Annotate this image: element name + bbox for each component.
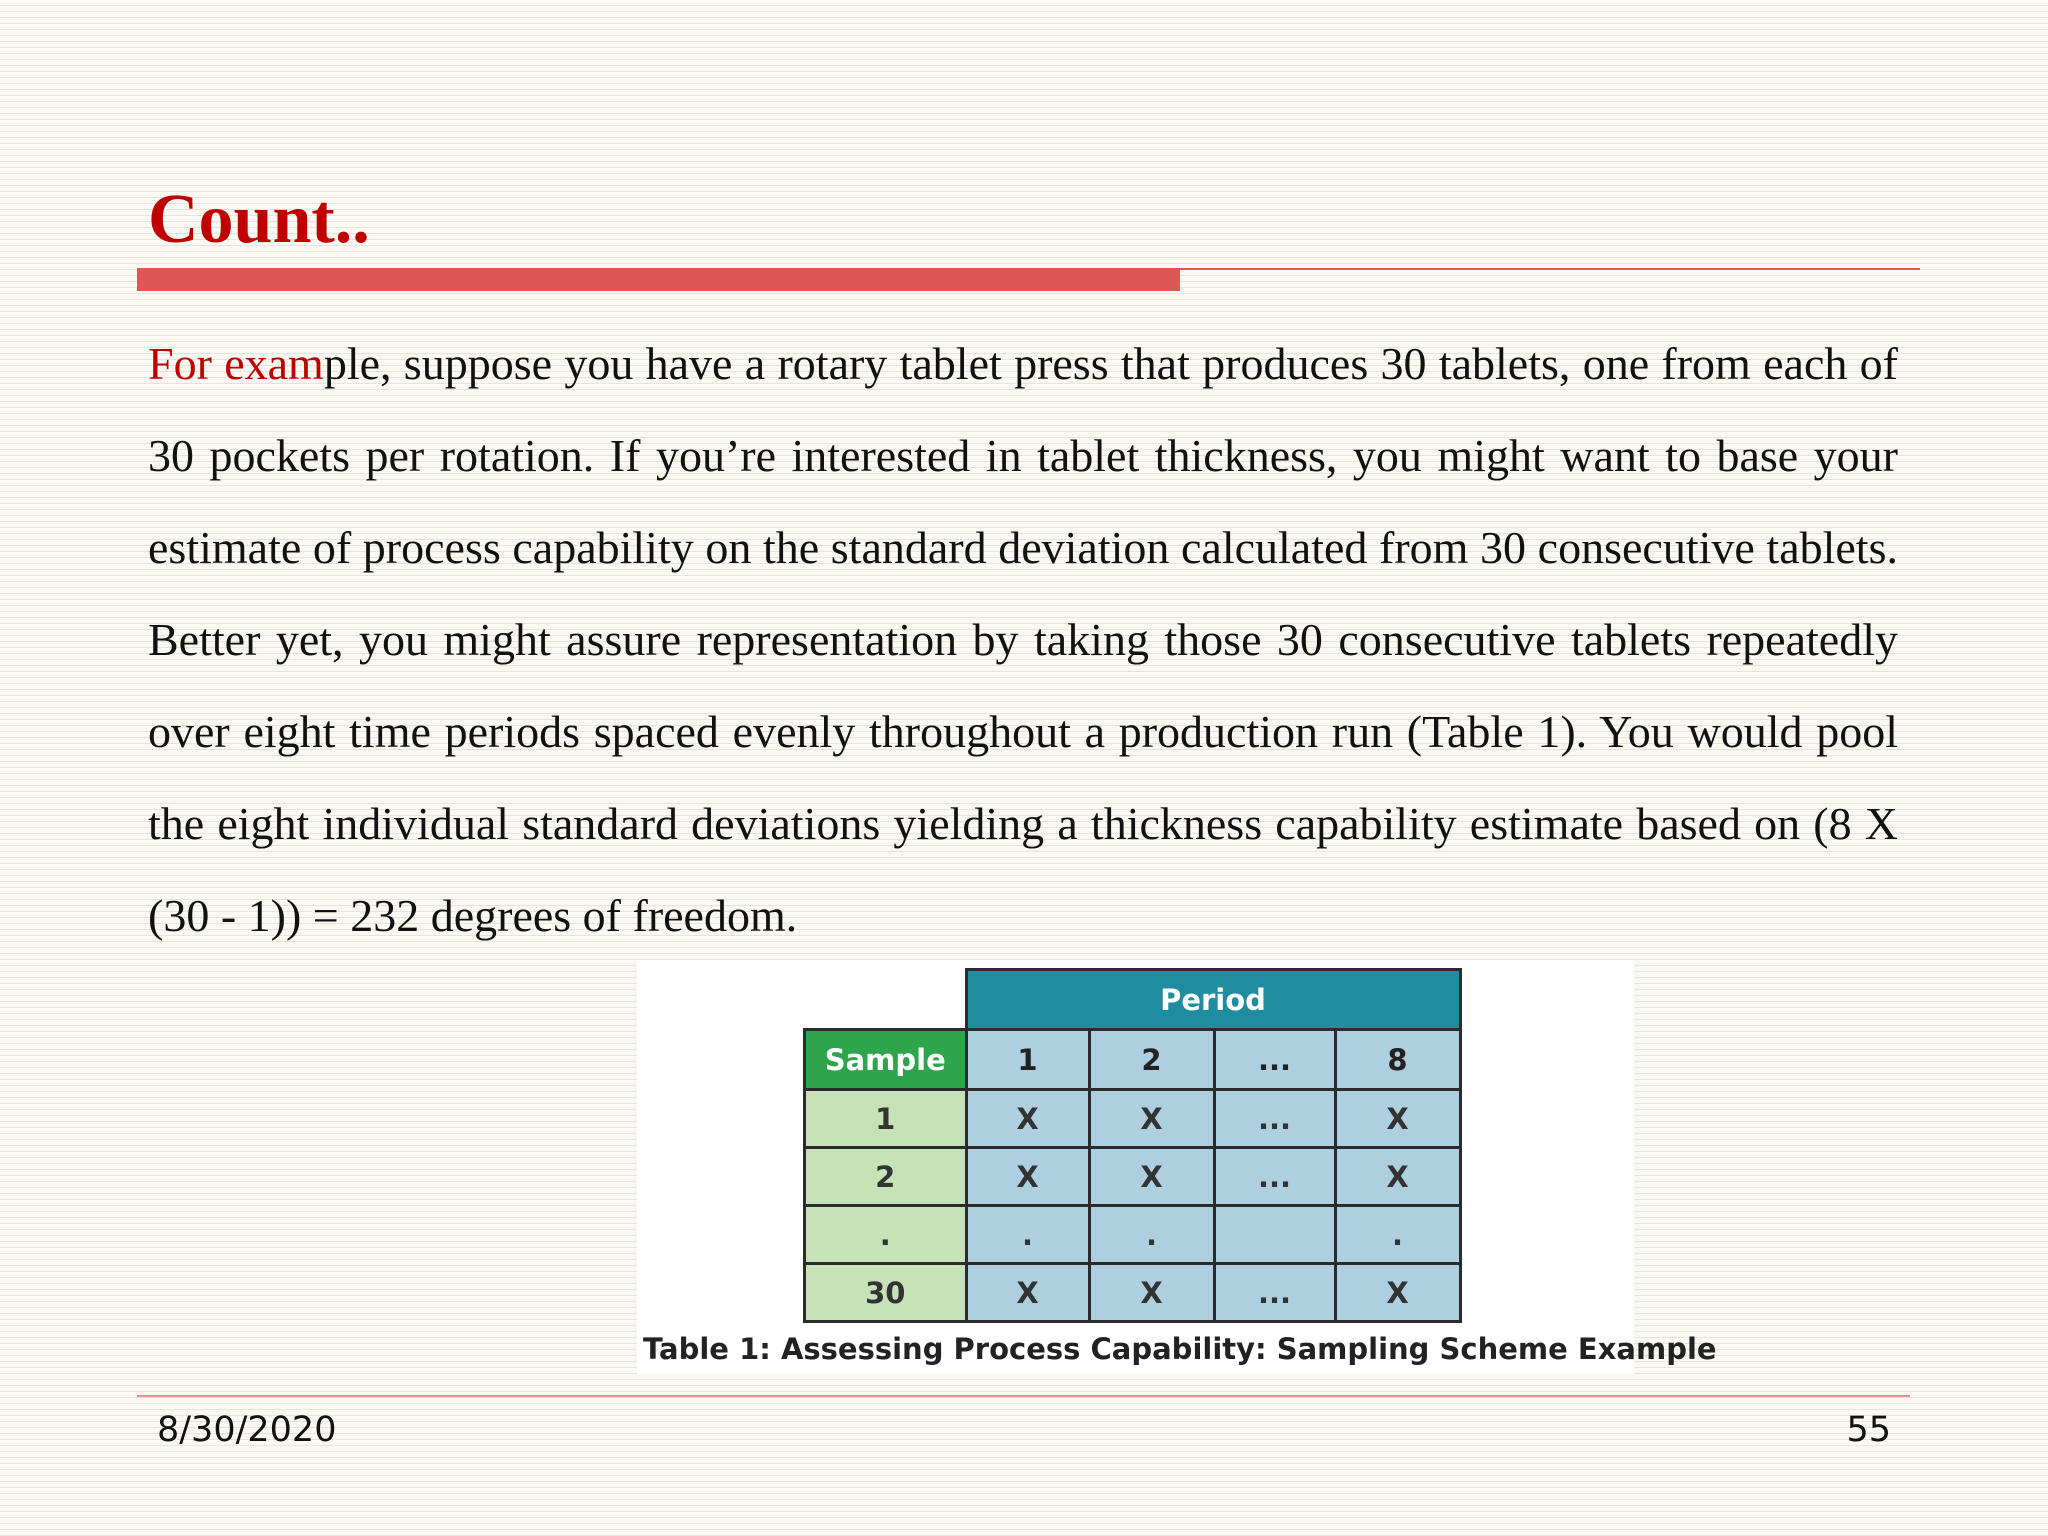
body-paragraph bbox=[148, 318, 1898, 962]
body-text: ple, suppose you have a rotary tablet press that produces 30 tablets, one from each of 30 pockets per rotation. If you’re interested in tablet thickness, you might want to base your estimate of process capability on the standard deviation calculated from 30 consecutive tablets. Better yet, you might assure representation by taking those 30 consecutive tablets repeatedly over eight time periods spaced evenly throughout a production run (Table 1). You would pool the eight individual standard deviations yielding a thickness capability estimate based on (8 X (30 - 1)) = 232 degrees of freedom. bbox=[148, 338, 1898, 941]
period-column-header: 8 bbox=[1335, 1030, 1460, 1090]
table-data-cell: ... bbox=[1214, 1264, 1335, 1322]
sample-number-cell: 2 bbox=[805, 1148, 967, 1206]
table-caption: Table 1: Assessing Process Capability: Sampling Scheme Example bbox=[643, 1332, 1717, 1366]
slide-title: Count.. bbox=[148, 181, 370, 258]
sample-number-cell: . bbox=[805, 1206, 967, 1264]
table-data-cell: X bbox=[1335, 1264, 1460, 1322]
sampling-scheme-table bbox=[803, 968, 1462, 1323]
table-data-cell: X bbox=[1089, 1264, 1214, 1322]
table-data-cell: X bbox=[1089, 1090, 1214, 1148]
table-data-cell: X bbox=[1335, 1090, 1460, 1148]
table-corner bbox=[805, 970, 967, 1030]
table-data-cell: X bbox=[1089, 1148, 1214, 1206]
footer-rule bbox=[137, 1395, 1910, 1397]
title-underline-bar bbox=[137, 268, 1180, 291]
body-lead-text: For exam bbox=[148, 338, 324, 389]
table-data-cell: ... bbox=[1214, 1148, 1335, 1206]
period-column-header: 2 bbox=[1089, 1030, 1214, 1090]
table-data-cell: . bbox=[1089, 1206, 1214, 1264]
table-figure bbox=[637, 960, 1717, 1374]
table-data-cell bbox=[1214, 1206, 1335, 1264]
footer-date: 8/30/2020 bbox=[157, 1410, 337, 1450]
sample-number-cell: 1 bbox=[805, 1090, 967, 1148]
table-data-cell: . bbox=[1335, 1206, 1460, 1264]
page-number: 55 bbox=[1846, 1410, 1891, 1450]
period-header: Period bbox=[966, 970, 1460, 1030]
period-column-header: ... bbox=[1214, 1030, 1335, 1090]
sample-number-cell: 30 bbox=[805, 1264, 967, 1322]
table-data-cell: X bbox=[966, 1090, 1089, 1148]
table-data-cell: X bbox=[966, 1148, 1089, 1206]
table-data-cell: X bbox=[966, 1264, 1089, 1322]
table-data-cell: . bbox=[966, 1206, 1089, 1264]
table-data-cell: X bbox=[1335, 1148, 1460, 1206]
title-underline-rule bbox=[1180, 268, 1920, 270]
period-column-header: 1 bbox=[966, 1030, 1089, 1090]
table-data-cell: ... bbox=[1214, 1090, 1335, 1148]
sample-header: Sample bbox=[805, 1030, 967, 1090]
